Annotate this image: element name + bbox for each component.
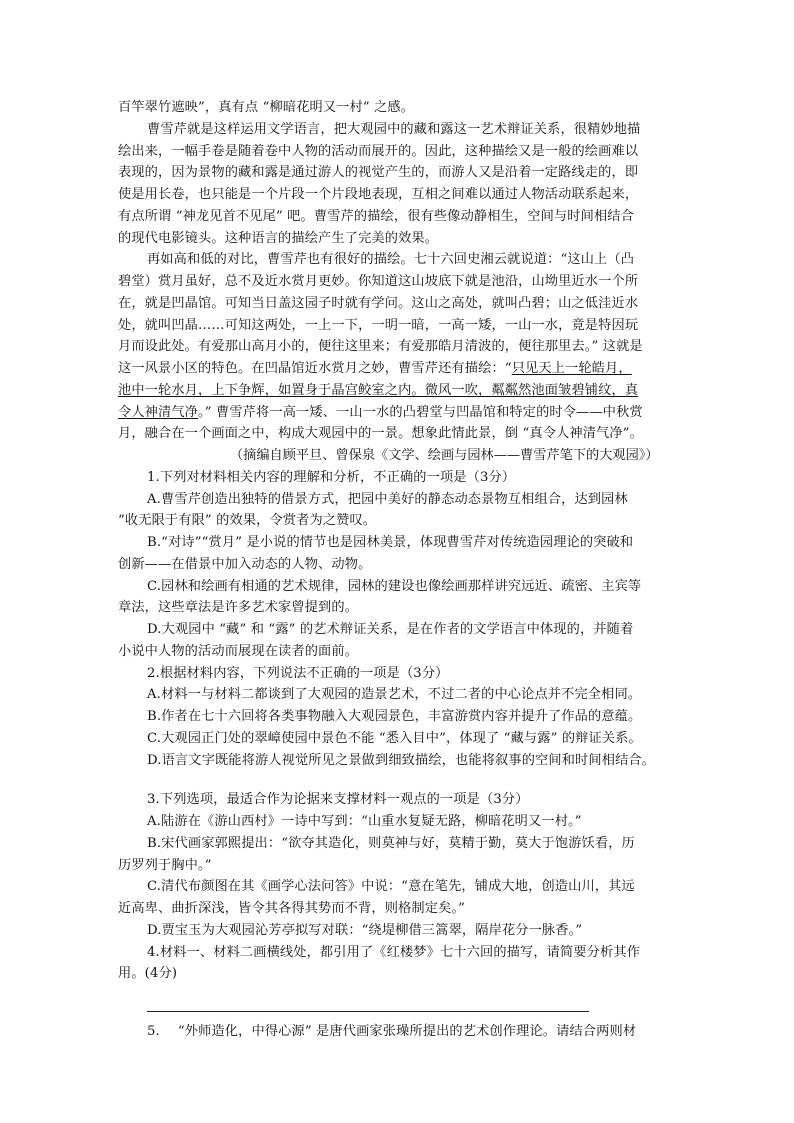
answer-line[interactable] <box>147 1011 589 1012</box>
paragraph-line: 表现的，因为景物的藏和露是通过游人的视觉产生的，而游人又是沿着一定路线走的，即 <box>118 165 639 180</box>
paragraph-line: 月而设此处。有爱那山高月小的，便往这里来；有爱那皓月清波的，便往那里去。” 这就是 <box>118 339 643 354</box>
question-stem: 1.下列对材料相关内容的理解和分析，不正确的一项是（3分） <box>147 470 516 485</box>
option-c: C.园林和绘画有相通的艺术规律，园林的建设也像绘画那样讲究远近、疏密、主宾等 <box>147 579 642 594</box>
paragraph-line: 绘出来，一幅手卷是随着卷中人物的活动而展开的。因此，这种描绘又是一般的绘画难以 <box>118 144 639 159</box>
question-stem: 2.根据材料内容，下列说法不正确的一项是（3分） <box>147 666 449 681</box>
plain-text: 这一风景小区的特色。在凹晶馆近水赏月之妙，曹雪芹还有描绘：“ <box>118 361 512 376</box>
question-number: 5. <box>147 1024 160 1039</box>
paragraph-line: 再如高和低的对比，曹雪芹也有很好的描绘。七十六回史湘云就说道：“这山上（凸 <box>147 252 635 267</box>
underlined-quote: 只见天上一轮皓月， <box>511 361 632 376</box>
question-stem-cont: 用。(4分) <box>118 966 178 981</box>
paragraph-line: 在，就是凹晶馆。可知当日盖这园子时就有学问。这山之高处，就叫凸碧；山之低洼近水 <box>118 296 639 311</box>
paragraph-line: 的现代电影镜头。这种语言的描绘产生了完美的效果。 <box>118 231 439 246</box>
option-a-cont: “收无限于有限” 的效果，令赏者为之赞叹。 <box>118 513 377 528</box>
option-a: A.材料一与材料二都谈到了大观园的造景艺术，不过二者的中心论点并不完全相同。 <box>147 687 642 702</box>
option-b: B.“对诗”“赏月” 是小说的情节也是园林美景，体现曹雪芹对传统造园理论的突破和 <box>147 535 634 550</box>
underlined-quote: 令人神清气净 <box>118 405 199 420</box>
option-b: B.作者在七十六回将各类事物融入大观园景色，丰富游赏内容并提升了作品的意蕴。 <box>147 709 642 724</box>
paragraph-line <box>118 361 632 377</box>
option-d: D.大观园中 “藏” 和 “露” 的艺术辩证关系，是在作者的文学语言中体现的，并随着 <box>147 622 634 637</box>
option-c: C.大观园正门处的翠嶂使园中景色不能 “悉入目中”，体现了 “藏与露” 的辩证关系。 <box>147 731 642 746</box>
paragraph-line: 月，融合在一个画面之中，构成大观园中的一景。想象此情此景，倒 “真令人神清气净”。 <box>118 426 643 441</box>
source-citation: （摘编自顾平旦、曾保泉《文学、绘画与园林——曹雪芹笔下的大观园》） <box>230 448 659 463</box>
underlined-quote: 池中一轮水月，上下争辉，如置身于晶宫鲛室之内。微风一吹，粼粼然池面皱碧铺纹，真 <box>118 383 639 398</box>
option-b: B.宋代画家郭熙提出：“欲夺其造化，则莫神与好，莫精于勤，莫大于饱游饫看，历 <box>147 836 635 851</box>
question-stem: 3.下列选项，最适合作为论据来支撑材料一观点的一项是（3分） <box>147 792 529 807</box>
option-d-cont: 小说中人物的活动而展现在读者的面前。 <box>118 644 359 659</box>
option-c-cont: 近高卑、曲折深浅，皆令其各得其势而不背，则格制定矣。” <box>118 901 466 916</box>
option-a: A.曹雪芹创造出独特的借景方式，把园中美好的静态动态景物互相组合，达到园林 <box>147 492 628 507</box>
option-c: C.清代布颜图在其《画学心法问答》中说：“意在笔先，铺成大地，创造山川，其远 <box>147 879 635 894</box>
paragraph-line: 处，就叫凹晶……可知这两处，一上一下，一明一暗，一高一矮，一山一水，竟是特因玩 <box>118 318 639 333</box>
option-a: A.陆游在《游山西村》一诗中写到：“山重水复疑无路，柳暗花明又一村。” <box>147 814 582 829</box>
paragraph-line: 有点所谓 “神龙见首不见尾” 吧。曹雪芹的描绘，很有些像动静相生，空间与时间相结合 <box>118 209 634 224</box>
paragraph-line: 使是用长卷，也只能是一个片段一个片段地表现，互相之间难以通过人物活动联系起来， <box>118 187 639 202</box>
question-stem <box>147 1024 636 1040</box>
option-d: D.贾宝玉为大观园沁芳亭拟写对联：“绕堤柳借三篙翠，隔岸花分一脉香。” <box>147 923 583 938</box>
question-text: “外师造化，中得心源” 是唐代画家张璪所提出的艺术创作理论。请结合两则材 <box>177 1024 637 1039</box>
text-line: 百竿翠竹遮映”，真有点 “柳暗花明又一村” 之感。 <box>118 100 415 115</box>
option-b-cont: 历罗列于胸中。” <box>118 858 212 873</box>
paragraph-line: 曹雪芹就是这样运用文学语言，把大观园中的藏和露这一艺术辩证关系，很精妙地描 <box>147 122 641 137</box>
question-stem: 4.材料一、材料二画横线处，都引用了《红楼梦》七十六回的描写，请简要分析其作 <box>147 945 641 960</box>
option-c-cont: 章法，这些章法是许多艺术家曾提到的。 <box>118 600 359 615</box>
plain-text: 。” 曹雪芹将一高一矮、一山一水的凸碧堂与凹晶馆和特定的时令——中秋赏 <box>198 405 643 420</box>
paragraph-line: 碧堂）赏月虽好，总不及近水赏月更妙。你知道这山坡底下就是池沿，山坳里近水一个所 <box>118 274 639 289</box>
paragraph-line <box>118 405 643 421</box>
option-b-cont: 创新——在借景中加入动态的人物、动物。 <box>118 557 372 572</box>
option-d: D.语言文字既能将游人视觉所见之景做到细致描绘，也能将叙事的空间和时间相结合。 <box>147 753 656 768</box>
